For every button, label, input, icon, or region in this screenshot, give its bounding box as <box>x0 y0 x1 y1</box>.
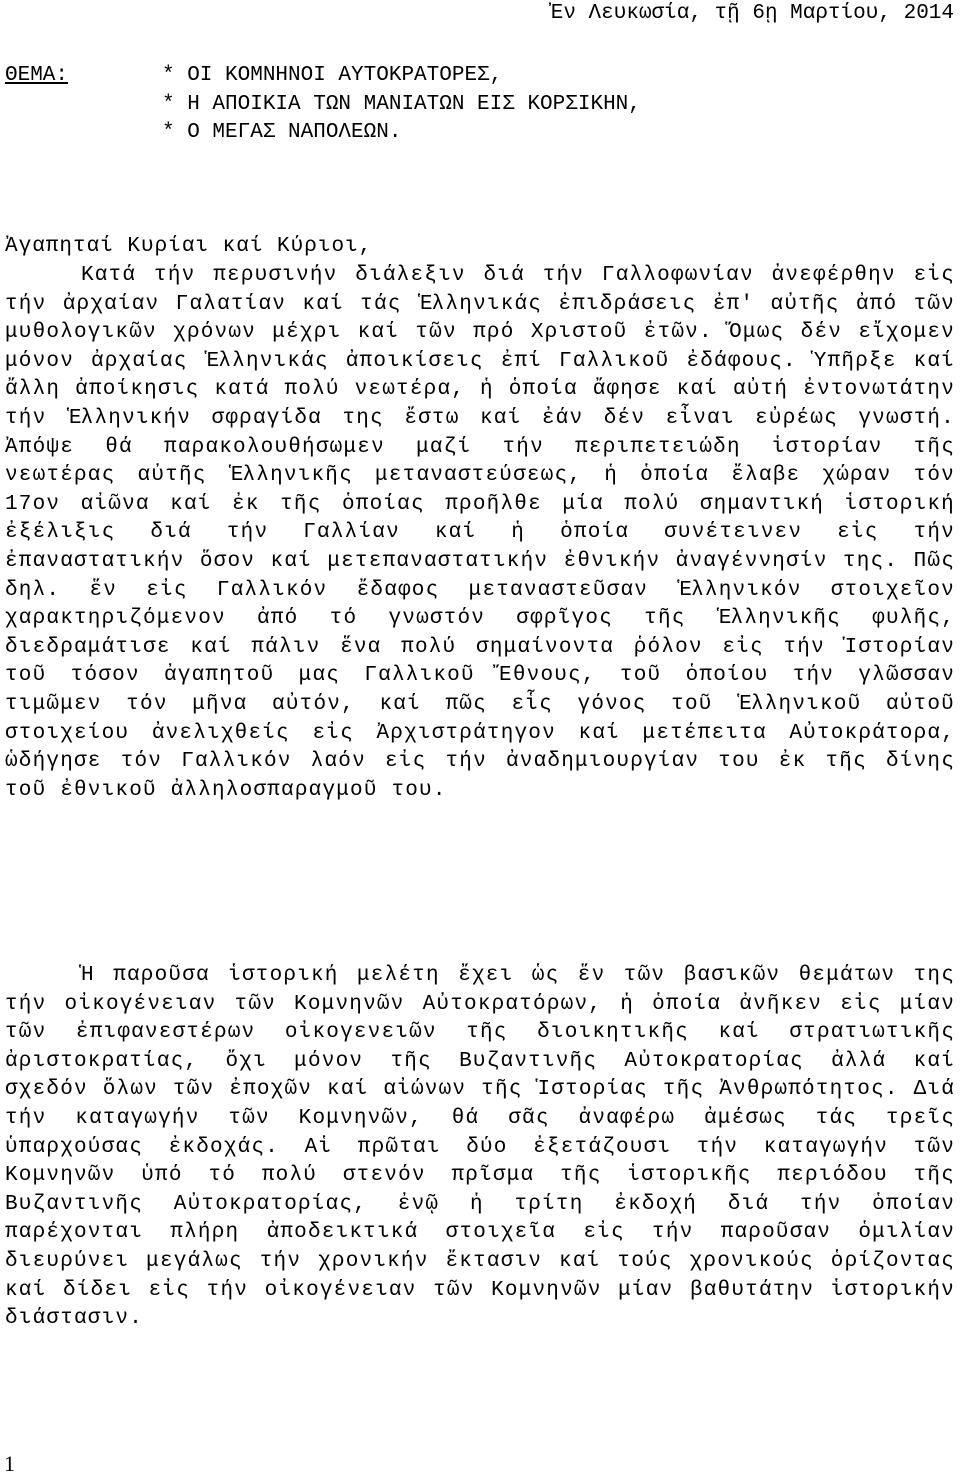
paragraph-2 <box>5 962 955 1334</box>
salutation: Ἀγαπηταί Κυρίαι καί Κύριοι, <box>5 235 373 258</box>
date-line: Ἐν Λευκωσία, τῇ 6ῃ Μαρτίου, 2014 <box>550 2 954 25</box>
subject-list <box>162 62 641 148</box>
subject-item: * ΟΙ ΚΟΜΝΗΝΟΙ ΑΥΤΟΚΡΑΤΟΡΕΣ, <box>162 64 503 87</box>
subject-item: * Η ΑΠΟΙΚΙΑ ΤΩΝ ΜΑΝΙΑΤΩΝ ΕΙΣ ΚΟΡΣΙΚΗΝ, <box>162 92 641 116</box>
page-number: 1 <box>4 1451 15 1476</box>
paragraph-2-text: Ἡ παροῦσα ἱστορική μελέτη ἔχει ὡς ἕν τῶν βασικῶν θεμάτων της τήν οἰκογένειαν τῶν Κομνηνῶν Αὐτοκρατόρων, ἡ ὁποία ἀνῆκεν εἰς μίαν τῶν ἐπιφανεστέρων οἰκογενειῶν τῆς διοικητικῆς καί στρατιωτικῆς ἀριστοκρατίας, ὄχι μόνον τῆς Βυζαντινῆς Αὐτοκρατορίας ἀλλά καί σχεδόν ὅλων τῶν ἐποχῶν καί αἰώνων τῆς Ἱστορίας τῆς Ἀνθρωπότητος. Διά τήν καταγωγήν τῶν Κομνηνῶν, θά σᾶς ἀναφέρω ἀμέσως τάς τρεῖς ὑπαρχούσας ἐκδοχάς. Αἱ πρῶται δύο ἐξετάζουσι τήν καταγωγήν τῶν Κομνηνῶν ὑπό τό πολύ στενόν πρῖσμα τῆς ἱστορικῆς περιόδου τῆς Βυζαντινῆς Αὐτοκρατορίας, ἐνῷ ἡ τρίτη ἐκδοχή διά τήν ὁποίαν παρέχονται πλήρη ἀποδεικτικά στοιχεῖα εἰς τήν παροῦσαν ὁμιλίαν διευρύνει μεγάλως τήν χρονικήν ἔκτασιν καί τούς χρονικούς ὁρίζοντας καί δίδει εἰς τήν οἰκογένειαν τῶν Κομνηνῶν μίαν βαθυτάτην ἱστορικήν διάστασιν. <box>5 964 955 1331</box>
paragraph-1 <box>5 262 955 805</box>
subject-label: ΘΕΜΑ: <box>5 64 69 87</box>
subject-item: * Ο ΜΕΓΑΣ ΝΑΠΟΛΕΩΝ. <box>162 121 402 144</box>
paragraph-1-text: Κατά τήν περυσινήν διάλεξιν διά τήν Γαλλοφωνίαν ἀνεφέρθην εἰς τήν ἀρχαίαν Γαλατίαν καί τάς Ἑλληνικάς ἐπιδράσεις ἐπ' αὐτῆς ἀπό τῶν μυθολογικῶν χρόνων μέχρι καί τῶν πρό Χριστοῦ ἐτῶν. Ὅμως δέν εἴχομεν μόνον ἀρχαίας Ἑλληνικάς ἀποικίσεις ἐπί Γαλλικοῦ ἐδάφους. Ὑπῆρξε καί ἄλλη ἀποίκησις κατά πολύ νεωτέρα, ἡ ὁποία ἄφησε καί αὐτή ἐντονωτάτην τήν Ἑλληνικήν σφραγίδα της ἔστω καί ἐάν δέν εἶναι εὐρέως γνωστή. Ἀπόψε θά παρακολουθήσωμεν μαζί τήν περιπετειώδη ἱστορίαν τῆς νεωτέρας αὐτῆς Ἑλληνικῆς μεταναστεύσεως, ἡ ὁποία ἔλαβε χώραν τόν 17ον αἰῶνα καί ἐκ τῆς ὁποίας προῆλθε μία πολύ σημαντική ἱστορική ἐξέλιξις διά τήν Γαλλίαν καί ἡ ὁποία συνέτεινεν εἰς τήν ἐπαναστατικήν ὅσον καί μετεπαναστατικήν ἐθνικήν ἀναγέννησίν της. Πῶς δηλ. ἕν εἰς Γαλλικόν ἔδαφος μεταναστεῦσαν Ἑλληνικόν στοιχεῖον χαρακτηριζόμενον ἀπό τό γνωστόν σφρῖγος τῆς Ἑλληνικῆς φυλῆς, διεδραμάτισε καί πάλιν ἕνα πολύ σημαίνοντα ῥόλον εἰς τήν Ἱστορίαν τοῦ τόσον ἀγαπητοῦ μας Γαλλικοῦ Ἔθνους, τοῦ ὁποίου τήν γλῶσσαν τιμῶμεν τόν μῆνα αὐτόν, καί πῶς εἷς γόνος τοῦ Ἑλληνικοῦ αὐτοῦ στοιχείου ἀνελιχθείς εἰς Ἀρχιστράτηγον καί μετέπειτα Αὐτοκράτορα, ὡδήγησε τόν Γαλλικόν λαόν εἰς τήν ἀναδημιουργίαν του ἐκ τῆς δίνης τοῦ ἐθνικοῦ ἀλληλοσπαραγμοῦ του. <box>5 264 955 802</box>
